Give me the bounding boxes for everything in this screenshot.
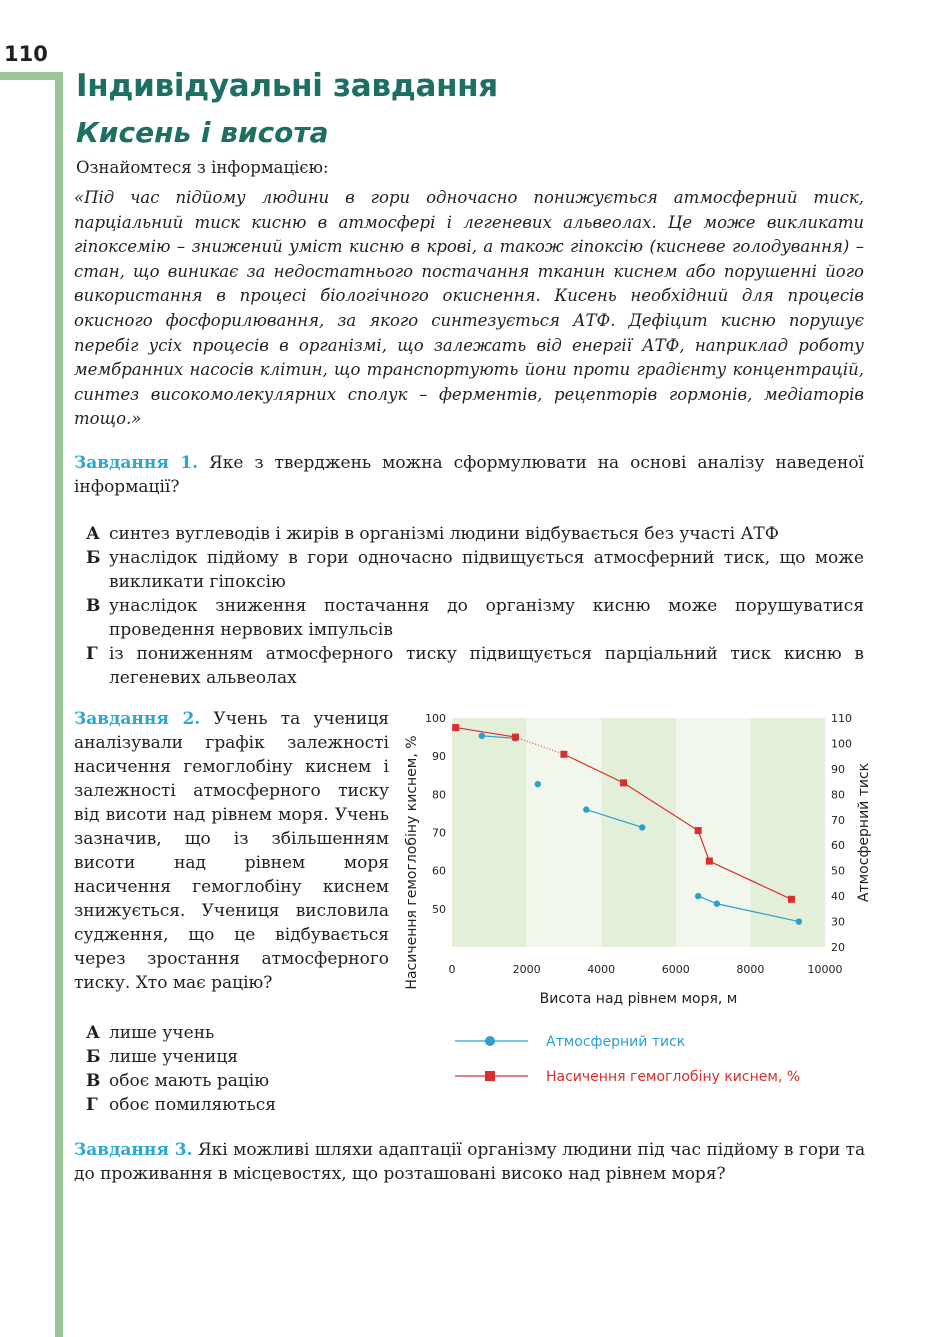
chart-x-tick-label: 4000 (587, 963, 616, 976)
option-text: обоє помиляються (109, 1095, 276, 1115)
task-1-option-b[interactable] (76, 546, 864, 594)
chart-y-right-tick-label: 100 (831, 737, 852, 751)
chart-x-tick-label: 8000 (736, 963, 765, 976)
chart-band (676, 718, 751, 947)
chart-x-tick-label: 0 (448, 963, 456, 976)
option-letter: А (86, 524, 100, 544)
legend-marker (485, 1071, 495, 1081)
chart-y-right-tick-label: 110 (831, 712, 852, 725)
chart-band (750, 718, 825, 947)
info-quote: «Під час підйому людини в гори одночасно понижується атмосферний тиск, парціальний тиск кисню в атмосфері і легеневих альвеолах. Це може викликати гіпоксемію – знижений уміст кисню в крові, а також гіпоксію (кисневе голодування) – стан, що виникає за недостатнього постачання тканин киснем або порушенні його використання в процесі біологічного окиснення. Кисень необхідний для процесів окисного фосфорилювання, за якого синтезується АТФ. Дефіцит кисню порушує перебіг усіх процесів в організмі, що залежать від енергії АТФ, наприклад роботу мембранних насосів клітин, що транспортують йони проти градієнту концентрацій, синтез високомолекулярних сполук – ферментів, рецепторів гормонів, медіаторів тощо.» (74, 188, 864, 429)
chart-band (452, 718, 527, 947)
chart-y-left-tick-label: 50 (432, 902, 446, 916)
chart-y-right-axis-title: Атмосферний тиск (856, 762, 872, 903)
chart-y-left-axis-title: Насичення гемоглобіну киснем, % (404, 735, 420, 990)
chart-point-pressure (714, 901, 720, 907)
chart-y-left-tick-label: 100 (425, 712, 446, 725)
task-1-option-g[interactable] (76, 642, 864, 690)
page-side-bar (0, 0, 60, 1337)
option-text: лише учень (109, 1023, 215, 1043)
option-letter: Г (86, 644, 98, 664)
option-text: із пониженням атмосферного тиску підвищується парціальний тиск кисню в легеневих альвеолах (109, 644, 864, 688)
chart-band (601, 718, 676, 947)
task-1-text: Яке з тверджень можна сформулювати на основі аналізу наведеної інформації? (74, 453, 864, 497)
legend-label: Атмосферний тиск (546, 1034, 686, 1050)
task-2-option-g[interactable] (76, 1093, 376, 1117)
chart-y-right-tick-label: 70 (831, 813, 845, 827)
task-3-label: Завдання 3. (74, 1140, 193, 1160)
intro-text: Ознайомтеся з інформацією: (76, 158, 329, 177)
option-text: лише учениця (109, 1047, 239, 1067)
chart-x-tick-label: 10000 (807, 963, 843, 976)
chart-y-left-tick-label: 80 (432, 788, 446, 802)
chart-point-pressure (695, 893, 701, 899)
task-3 (74, 1138, 866, 1186)
option-letter: А (86, 1023, 100, 1043)
chart-y-right-tick-label: 90 (831, 762, 845, 776)
chart-point-saturation (512, 734, 519, 741)
chart-y-left-tick-label: 60 (432, 864, 446, 878)
page-number: 110 (4, 42, 48, 66)
task-1-option-v[interactable] (76, 594, 864, 642)
task-2-option-b[interactable] (76, 1045, 376, 1069)
side-bar-vertical (55, 72, 63, 1337)
chart-y-left-tick-label: 90 (432, 750, 446, 764)
option-text: обоє мають рацію (109, 1071, 270, 1091)
task-1-option-a[interactable] (76, 522, 864, 546)
task-3-text: Які можливі шляхи адаптації організму людини під час підйому в гори та до проживання в місцевостях, що розташовані високо над рівнем моря? (74, 1140, 866, 1184)
option-text: унаслідок зниження постачання до організму кисню може порушуватися проведення нервових імпульсів (109, 596, 864, 640)
chart-y-right-tick-label: 80 (831, 788, 845, 802)
chart-point-saturation (788, 896, 795, 903)
option-letter: Б (86, 548, 101, 568)
chart-point-pressure (583, 806, 589, 812)
task-1 (74, 451, 864, 499)
chart-y-right-tick-label: 20 (831, 941, 845, 954)
chart-y-right-tick-label: 60 (831, 839, 845, 853)
chart-y-left-tick-label: 70 (432, 826, 446, 840)
option-text: синтез вуглеводів і жирів в організмі людини відбувається без участі АТФ (109, 524, 779, 544)
option-letter: Г (86, 1095, 98, 1115)
legend-marker (485, 1036, 495, 1046)
altitude-chart (400, 712, 890, 1092)
chart-point-pressure (479, 733, 485, 739)
page-title: Індивідуальні завдання (76, 68, 498, 104)
chart-point-saturation (560, 751, 567, 758)
chart-legend (455, 1034, 800, 1085)
chart-point-pressure (639, 824, 645, 830)
chart-x-axis-title: Висота над рівнем моря, м (539, 991, 738, 1007)
option-letter: В (86, 596, 101, 616)
option-letter: В (86, 1071, 101, 1091)
page-subtitle: Кисень і висота (76, 116, 329, 149)
chart-y-right-tick-label: 40 (831, 890, 845, 904)
task-2-text: Учень та учениця аналізували графік залежності насичення гемоглобіну киснем і залежності атмосферного тиску від висоти над рівнем моря. Учень зазначив, що із збільшенням висоти над рівнем моря насичення гемоглобіну киснем знижується. Учениця висловила судження, що це відбувається через зростання атмосферного тиску. Хто має рацію? (74, 709, 390, 993)
chart-point-pressure (796, 918, 802, 924)
chart-y-right-tick-label: 30 (831, 915, 845, 929)
option-letter: Б (86, 1047, 101, 1067)
chart-x-tick-label: 6000 (661, 963, 690, 976)
chart-point-saturation (620, 779, 627, 786)
option-text: унаслідок підйому в гори одночасно підвищується атмосферний тиск, що може викликати гіпоксію (109, 548, 864, 592)
chart-y-right-tick-label: 50 (831, 864, 845, 878)
chart-point-saturation (706, 858, 713, 865)
task-1-label: Завдання 1. (74, 453, 199, 473)
task-2 (74, 707, 389, 995)
chart-x-tick-label: 2000 (512, 963, 541, 976)
chart-point-saturation (452, 724, 459, 731)
task-1-options (76, 522, 864, 690)
task-2-label: Завдання 2. (74, 709, 201, 729)
legend-label: Насичення гемоглобіну киснем, % (546, 1069, 801, 1085)
chart-background-bands (452, 718, 825, 947)
side-bar-horizontal (0, 72, 63, 80)
task-2-options (76, 1021, 376, 1117)
task-2-option-a[interactable] (76, 1021, 376, 1045)
task-2-option-v[interactable] (76, 1069, 376, 1093)
chart-point-saturation (695, 827, 702, 834)
chart-point-pressure (535, 781, 541, 787)
